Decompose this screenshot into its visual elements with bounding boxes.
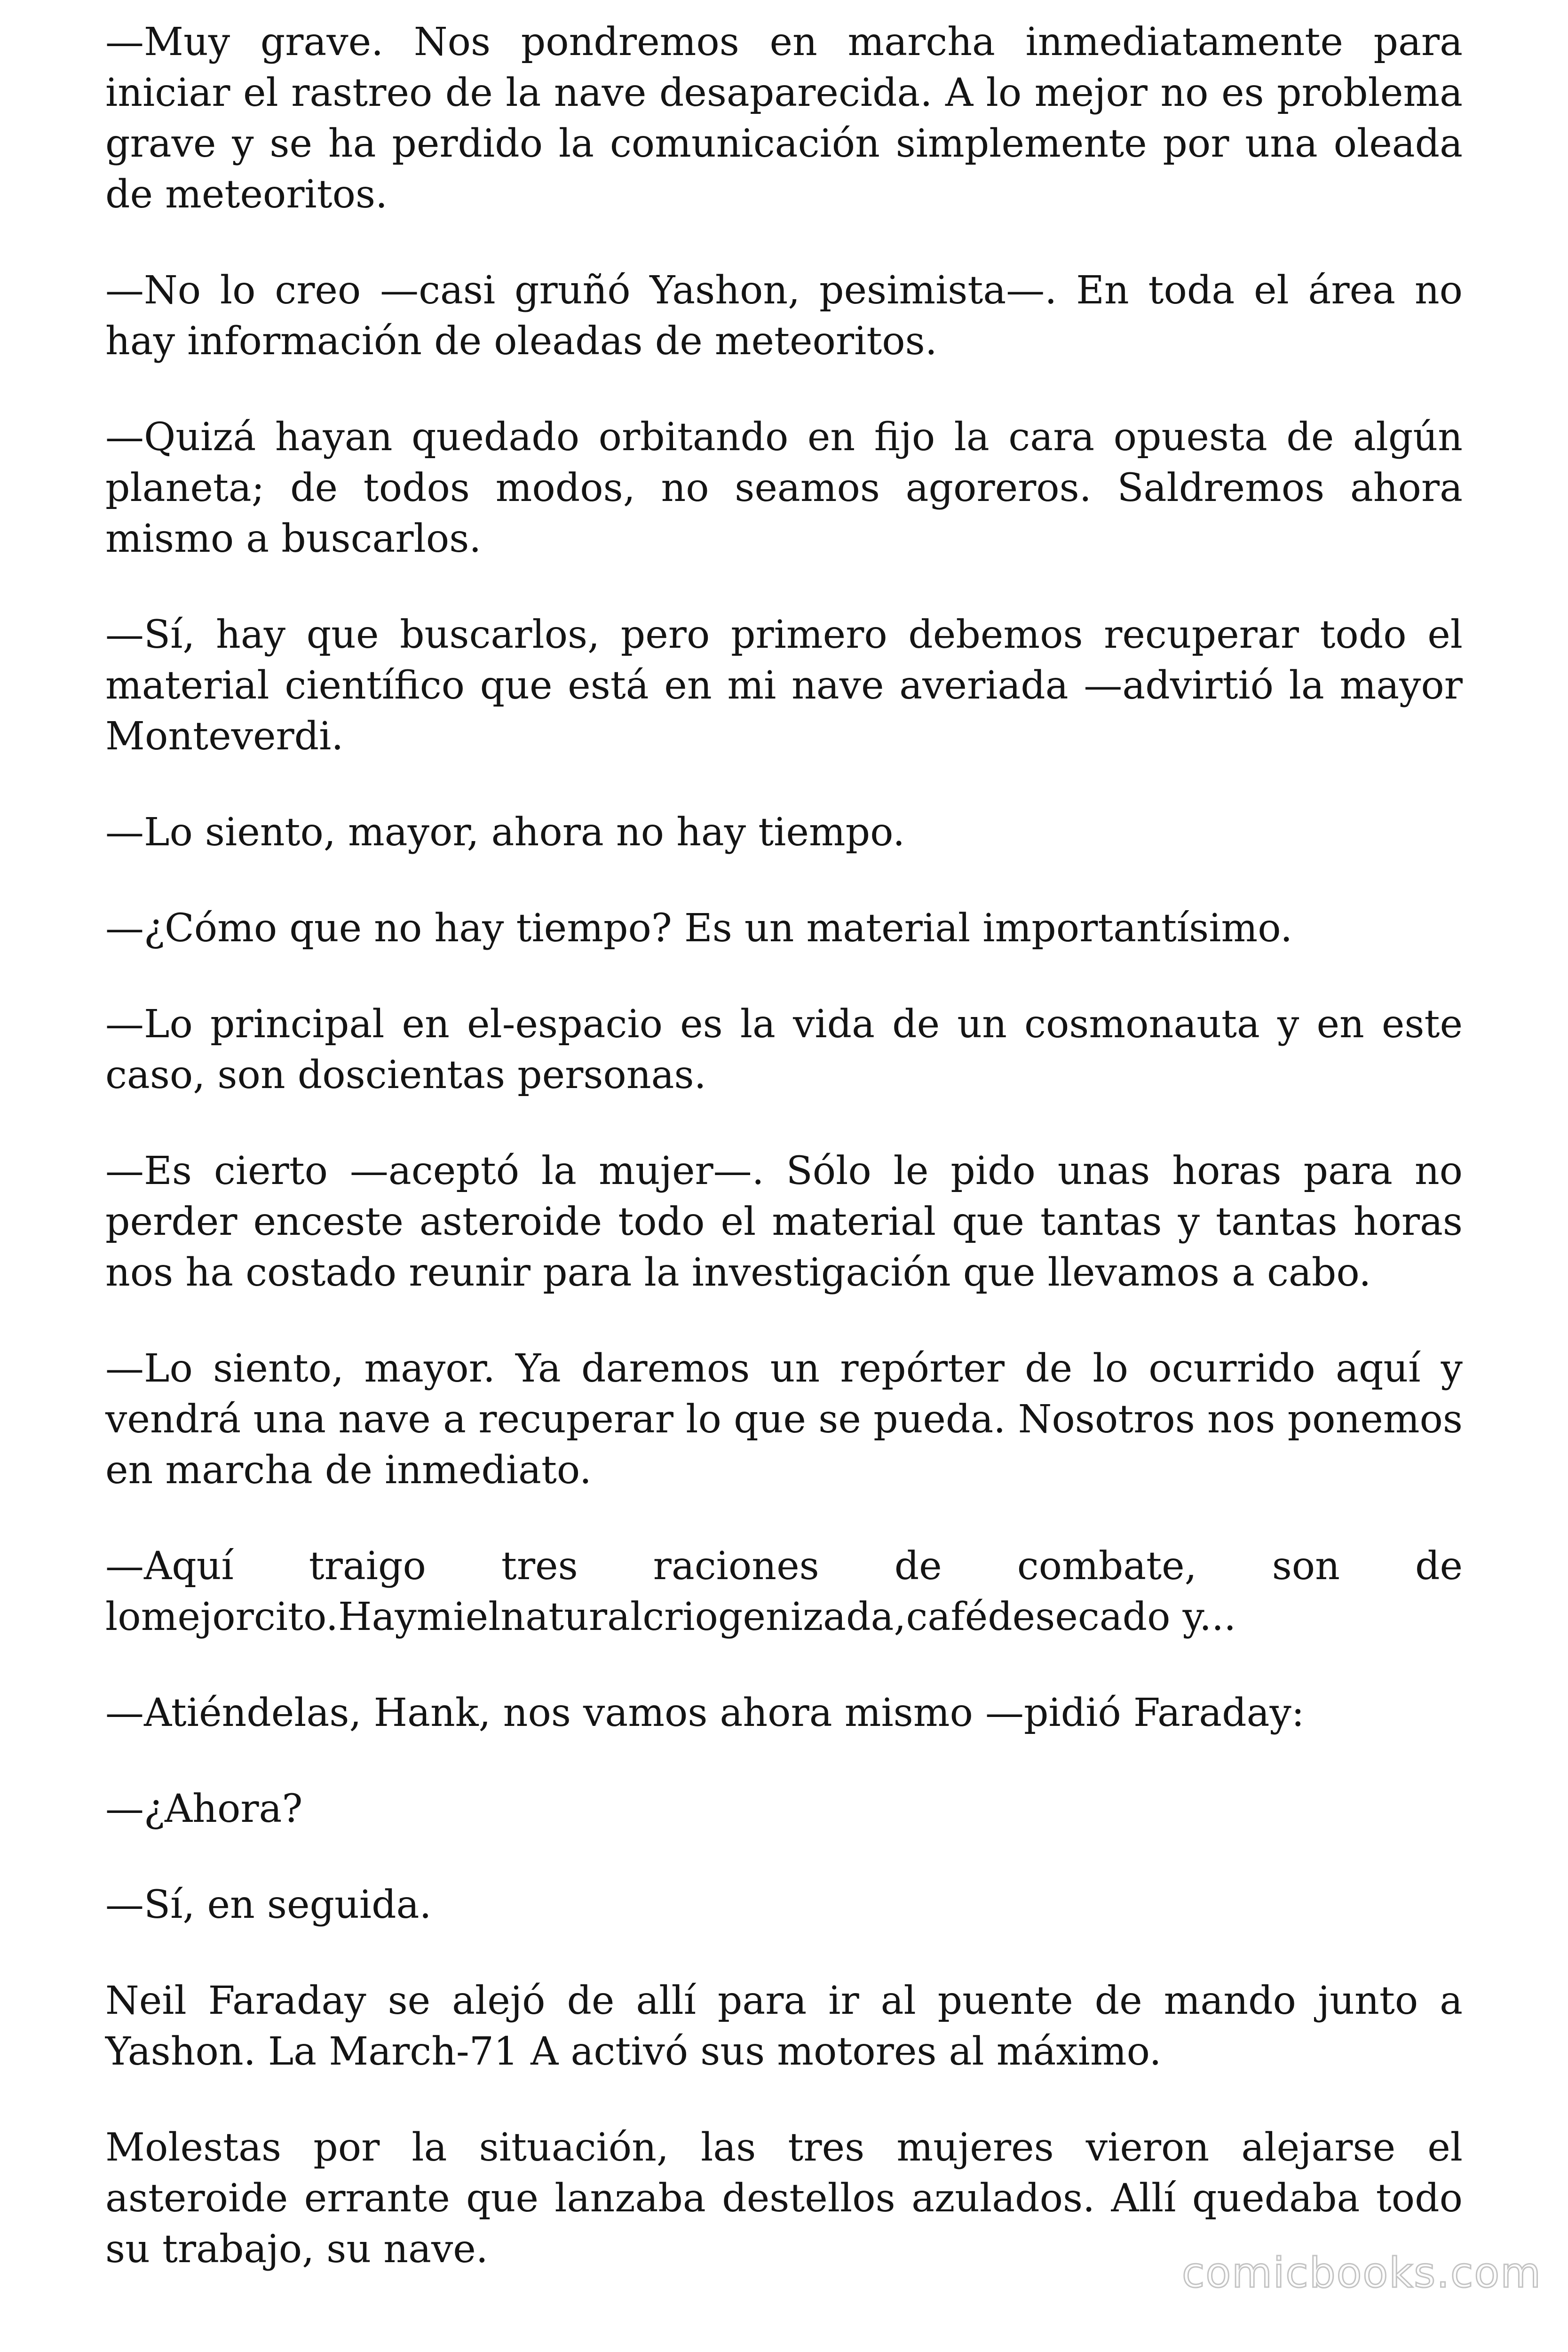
paragraph-8: —Es cierto —aceptó la mujer—. Sólo le pido unas horas para no perder enceste asteroide todo el material que tantas y tantas horas nos ha costado reunir para la investigación que llevamos a cabo.	[105, 1149, 1463, 1295]
paragraph-7: —Lo principal en el-espacio es la vida de un cosmonauta y en este caso, son doscientas personas.	[105, 1002, 1463, 1097]
paragraph-9: —Lo siento, mayor. Ya daremos un repórter de lo ocurrido aquí y vendrá una nave a recuperar lo que se pueda. Nosotros nos ponemos en marcha de inmediato.	[105, 1346, 1463, 1493]
paragraph-1: —Muy grave. Nos pondremos en marcha inmediatamente para iniciar el rastreo de la nave desaparecida. A lo mejor no es problema grave y se ha perdido la comunicación simplemente por una oleada de meteoritos.	[105, 20, 1463, 217]
paragraph-10: —Aquí traigo tres raciones de combate, son de lomejorcito.Haymielnaturalcriogenizada,cafédesecado y...	[105, 1544, 1463, 1639]
watermark: comicbooks.com	[1181, 2249, 1542, 2297]
paragraph-14: Neil Faraday se alejó de allí para ir al puente de mando junto a Yashon. La March-71 A activó sus motores al máximo.	[105, 1979, 1463, 2074]
paragraph-6: —¿Cómo que no hay tiempo? Es un material importantísimo.	[105, 906, 1293, 951]
paragraph-5: —Lo siento, mayor, ahora no hay tiempo.	[105, 810, 905, 855]
paragraph-12: —¿Ahora?	[105, 1787, 303, 1831]
page-text	[105, 17, 1463, 2320]
paragraph-11: —Atiéndelas, Hank, nos vamos ahora mismo —pidió Faraday:	[105, 1691, 1305, 1735]
paragraph-2: —No lo creo —casi gruñó Yashon, pesimista—. En toda el área no hay información de oleadas de meteoritos.	[105, 268, 1463, 364]
paragraph-15: Molestas por la situación, las tres mujeres vieron alejarse el asteroide errante que lanzaba destellos azulados. Allí quedaba todo su trabajo, su nave.	[105, 2125, 1463, 2272]
paragraph-13: —Sí, en seguida.	[105, 1883, 432, 1927]
paragraph-4: —Sí, hay que buscarlos, pero primero debemos recuperar todo el material científico que está en mi nave averiada —advirtió la mayor Monteverdi.	[105, 612, 1463, 759]
paragraph-3: —Quizá hayan quedado orbitando en fijo la cara opuesta de algún planeta; de todos modos, no seamos agoreros. Saldremos ahora mismo a buscarlos.	[105, 415, 1463, 561]
